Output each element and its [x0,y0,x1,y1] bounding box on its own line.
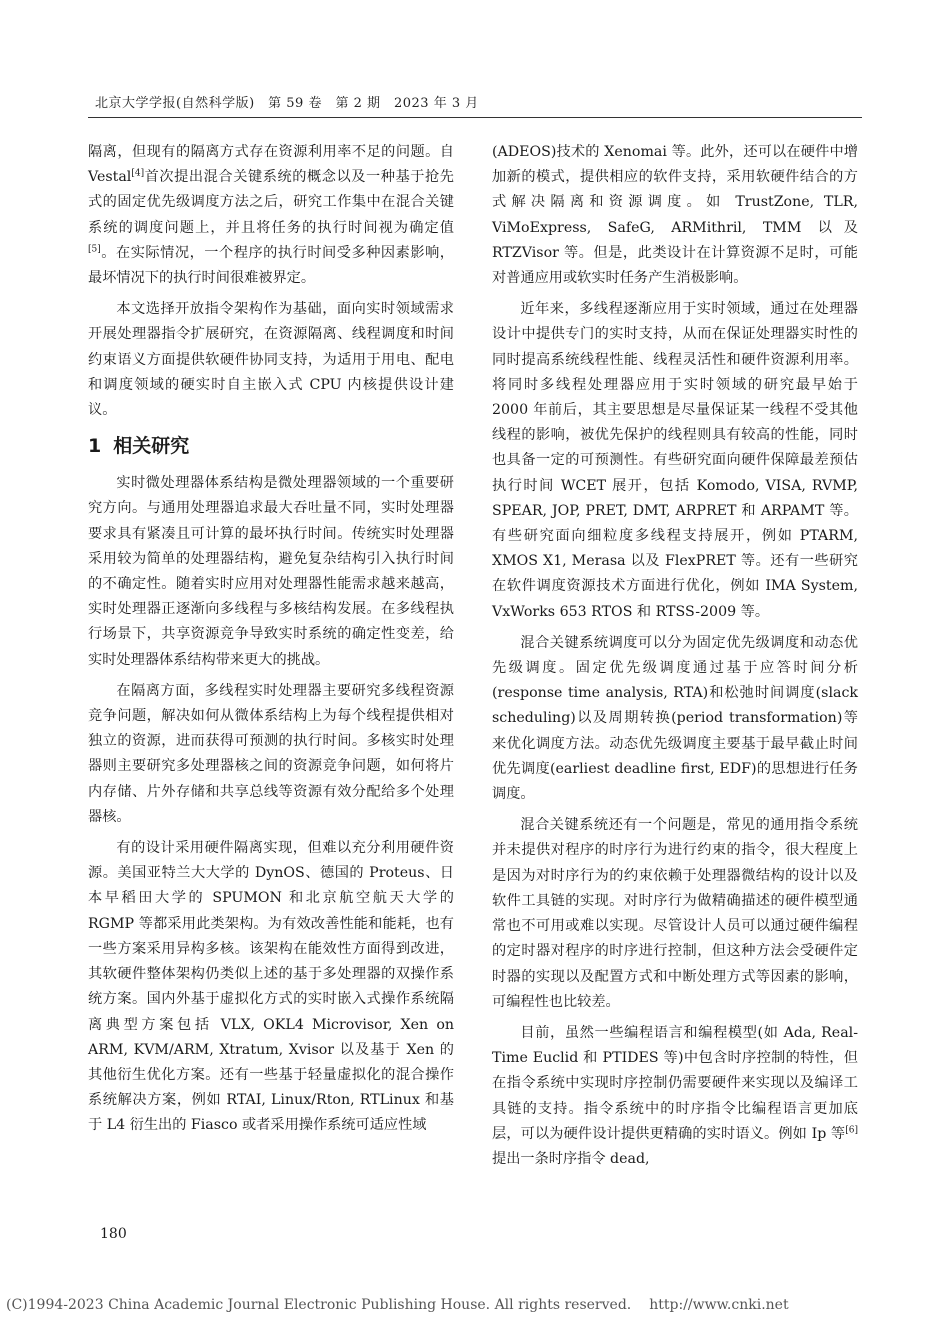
paragraph: 混合关键系统还有一个问题是，常见的通用指令系统并未提供对程序的时序行为进行约束的指令，很大程度上是因为对时序行为的约束依赖于处理器微结构的设计以及软件工具链的实现。对时序行为做精确描述的硬件模型通常也不可用或难以实现。尽管设计人员可以通过硬件编程的定时器对程序的时序进行控制，但这种方法会受硬件定时器的实现以及配置方式和中断处理方式等因素的影响，可编程性也比较差。 [492,817,858,1010]
text: 隔离，但现有的隔离方式存在资源利用率不足的问题。自 Vestal [88,144,454,186]
cnki-link[interactable]: http://www.cnki.net [649,1297,789,1313]
text: 。在实际情况，一个程序的执行时间受多种因素影响，最坏情况下的执行时间很难被界定。 [88,244,454,287]
header-rule [88,117,862,118]
paragraph [88,140,454,291]
section-title: 相关研究 [113,435,190,458]
paragraph: 实时微处理器体系结构是微处理器领域的一个重要研究方向。与通用处理器追求最大吞吐量不同，实时处理器要求具有紧凑且可计算的最坏执行时间。传统实时处理器采用较为简单的处理器结构，避免复杂结构引入执行时间的不确定性。随着实时应用对处理器性能需求越来越高，实时处理器正逐渐向多线程与多核结构发展。在多线程执行场景下，共享资源竞争导致实时系统的确定性变差，给实时处理器体系结构带来更大的挑战。 [88,475,454,668]
section-number: 1 [88,435,102,458]
right-column [492,140,858,1178]
text: 提出一条时序指令 dead, [492,1150,650,1167]
section-heading [88,431,454,461]
paragraph: 有的设计采用硬件隔离实现，但难以充分利用硬件资源。美国亚特兰大大学的 DynOS、德国的 Proteus、日本早稻田大学的 SPUMON 和北京航空航天大学的 RGMP 等都采用此类架构。为有效改善性能和能耗，也有一些方案采用异构多核。该架构在能效性方面得到改进，其软硬件整体架构仍类似上述的基于多处理器的双操作系统方案。国内外基于虚拟化方式的实时嵌入式操作系统隔离典型方案包括 VLX, OKL4 Microvisor, Xen on ARM, KVM/ARM, Xtratum, Xvisor 以及基于 Xen 的其他衍生优化方案。还有一些基于轻量虚拟化的混合操作系统解决方案，例如 RTAI, Linux/Rton, RTLinux 和基于 L4 衍生出的 Fiasco 或者采用操作系统可适应性域 [88,840,454,1134]
paragraph: 本文选择开放指令架构作为基础，面向实时领域需求开展处理器指令扩展研究，在资源隔离、线程调度和时间约束语义方面提供软硬件协同支持，为适用于用电、配电和调度领域的硬实时自主嵌入式 CPU 内核提供设计建议。 [88,301,454,419]
citation[interactable]: [6] [845,1124,858,1135]
citation[interactable]: [4] [131,168,145,179]
running-header: 北京大学学报(自然科学版) 第 59 卷 第 2 期 2023 年 3 月 [95,96,479,111]
paragraph: 混合关键系统调度可以分为固定优先级调度和动态优先级调度。固定优先级调度通过基于应答时间分析(response time analysis, RTA)和松弛时间调度(slack scheduling)以及周期转换(period transformation)等来优化调度方法。动态优先级调度主要基于最早截止时间优先调度(earliest deadline first, EDF)的思想进行任务调度。 [492,634,858,803]
copyright-text: (C)1994-2023 China Academic Journal Electronic Publishing House. All rights reserved. [6,1297,632,1313]
paragraph: 在隔离方面，多线程实时处理器主要研究多线程资源竞争问题，解决如何从微体系结构上为每个线程提供相对独立的资源，进而获得可预测的执行时间。多核实时处理器则主要研究多处理器核之间的资源竞争问题，如何将片内存储、片外存储和共享总线等资源有效分配给多个处理器核。 [88,682,454,825]
citation[interactable]: [5] [88,244,101,255]
copyright-footer [6,1297,946,1313]
page-number: 180 [100,1226,127,1242]
paragraph [492,1021,858,1172]
text: 目前，虽然一些编程语言和编程模型(如 Ada, Real-Time Euclid 和 PTIDES 等)中包含时序控制的特性，但在指令系统中实现时序控制仍需要硬件来实现以及编译工具链的支持。指令系统中的时序指令比编程语言更加底层，可以为硬件设计提供更精确的实时语义。例如 Ip 等 [492,1024,858,1142]
paragraph: (ADEOS)技术的 Xenomai 等。此外，还可以在硬件中增加新的模式，提供相应的软件支持，采用软硬件结合的方式解决隔离和资源调度。如 TrustZone, TLR, ViMoExpress, SafeG, ARMithril, TMM 以及 RTZVisor 等。但是，此类设计在计算资源不足时，可能对普通应用或软实时任务产生消极影响。 [492,144,858,287]
left-column [88,140,454,1145]
text: 首次提出混合关键系统的概念以及一种基于抢先式的固定优先级调度方法之后，研究工作集中在混合关键系统的调度问题上，并且将任务的执行时间视为确定值 [88,169,454,236]
paragraph: 近年来，多线程逐渐应用于实时领域，通过在处理器设计中提供专门的实时支持，从而在保证处理器实时性的同时提高系统线程性能、线程灵活性和硬件资源利用率。将同时多线程处理器应用于实时领域的研究最早始于 2000 年前后，其主要思想是尽量保证某一线程不受其他线程的影响，被优先保护的线程则具有较高的性能，同时也具备一定的可预测性。有些研究面向硬件保障最差预估执行时间 WCET 展开，包括 Komodo, VISA, RVMP, SPEAR, JOP, PRET, DMT, ARPRET 和 ARPAMT 等。有些研究面向细粒度多线程支持展开，例如 PTARM, XMOS X1, Merasa 以及 FlexPRET 等。还有一些研究在软件调度资源技术方面进行优化，例如 IMA System, VxWorks 653 RTOS 和 RTSS-2009 等。 [492,301,858,620]
